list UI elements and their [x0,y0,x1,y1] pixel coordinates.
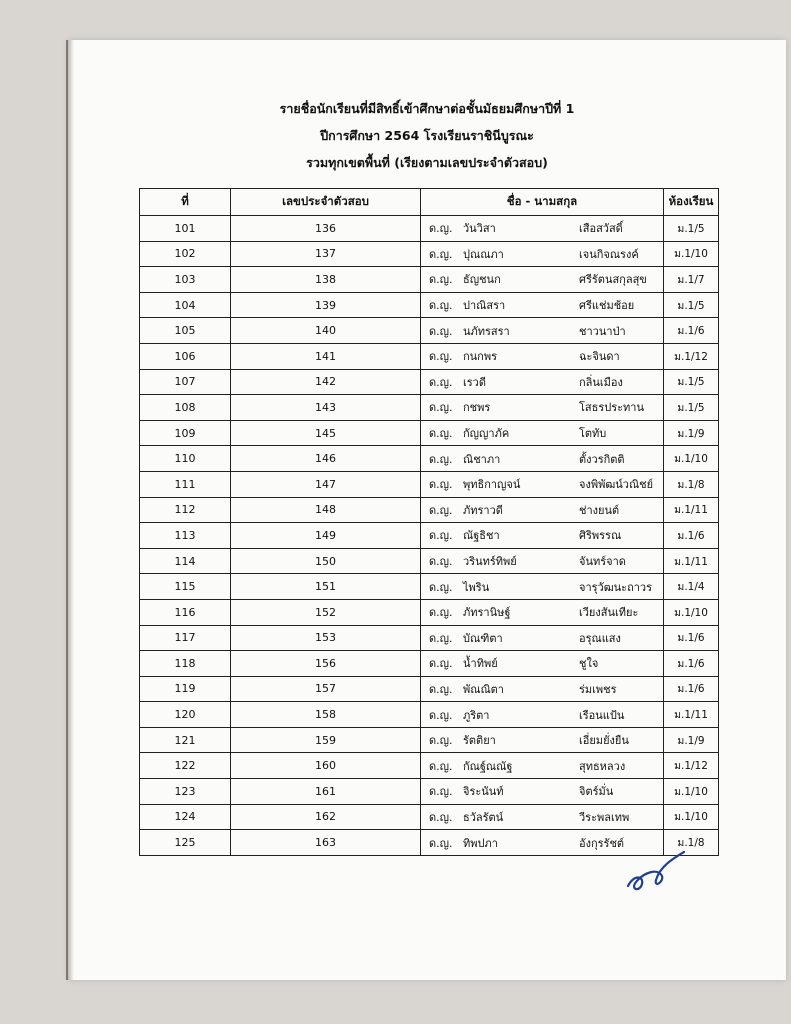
first-name: นภัทรสรา [463,324,510,338]
classroom: ม.1/7 [664,267,719,293]
name-title: ด.ญ. [429,401,453,415]
table-row [140,267,719,293]
first-name: ภูริตา [463,708,490,722]
first-name: วันวิสา [463,222,496,236]
first-name: ภัทรานิษฐ์ [463,606,511,620]
first-name: น้ำทิพย์ [463,657,498,671]
classroom: ม.1/6 [664,651,719,677]
classroom: ม.1/6 [664,625,719,651]
row-number: 118 [140,651,231,677]
table-row [140,241,719,267]
table-row [140,471,719,497]
exam-id: 145 [231,420,421,446]
last-name: ศรีรัตนสกุลสุข [579,273,647,287]
exam-id: 138 [231,267,421,293]
row-number: 117 [140,625,231,651]
classroom: ม.1/11 [664,548,719,574]
classroom: ม.1/5 [664,216,719,242]
student-name [421,676,664,702]
exam-id: 143 [231,395,421,421]
row-number: 108 [140,395,231,421]
classroom: ม.1/8 [664,830,719,856]
first-name: พุทธิกาญจน์ [463,478,521,492]
name-title: ด.ญ. [429,299,453,313]
name-title: ด.ญ. [429,222,453,236]
exam-id: 150 [231,548,421,574]
name-title: ด.ญ. [429,503,453,517]
name-title: ด.ญ. [429,324,453,338]
classroom: ม.1/5 [664,395,719,421]
student-name [421,420,664,446]
classroom: ม.1/9 [664,727,719,753]
last-name: จงพิพัฒน์วณิชย์ [579,478,654,492]
table-row [140,395,719,421]
student-name [421,369,664,395]
exam-id: 160 [231,753,421,779]
row-number: 105 [140,318,231,344]
first-name: ณิชาภา [463,452,501,466]
row-number: 107 [140,369,231,395]
table-row [140,548,719,574]
table-header-row [140,189,719,216]
last-name: เรือนแป้น [579,708,625,722]
column-header-exam-id: เลขประจำตัวสอบ [231,189,421,216]
table-row [140,369,719,395]
student-name [421,267,664,293]
name-title: ด.ญ. [429,247,453,261]
classroom: ม.1/10 [664,241,719,267]
row-number: 119 [140,676,231,702]
last-name: ร่มเพชร [579,682,617,696]
row-number: 111 [140,471,231,497]
row-number: 112 [140,497,231,523]
exam-id: 159 [231,727,421,753]
student-name [421,523,664,549]
first-name: ปาณิสรา [463,299,506,313]
first-name: เรวดี [463,375,486,389]
exam-id: 147 [231,471,421,497]
header-line-2: ปีการศึกษา 2564 โรงเรียนราชินีบูรณะ [320,128,534,143]
name-title: ด.ญ. [429,375,453,389]
header-line-1: รายชื่อนักเรียนที่มีสิทธิ์เข้าศึกษาต่อชั้นมัธยมศึกษาปีที่ 1 [279,101,575,116]
last-name: จิตร์มั่น [579,785,614,799]
table-row [140,599,719,625]
exam-id: 157 [231,676,421,702]
handwritten-signature [620,846,690,896]
row-number: 110 [140,446,231,472]
first-name: พัณณิตา [463,682,504,696]
table-row [140,727,719,753]
name-title: ด.ญ. [429,759,453,773]
row-number: 124 [140,804,231,830]
table-row [140,676,719,702]
last-name: ศิริพรรณ [579,529,622,543]
first-name: กัญญาภัค [463,427,510,441]
student-name [421,651,664,677]
table-row [140,625,719,651]
table-row [140,343,719,369]
last-name: กลิ่นเมือง [579,375,623,389]
classroom: ม.1/9 [664,420,719,446]
header-line-3: รวมทุกเขตพื้นที่ (เรียงตามเลขประจำตัวสอบ) [306,155,548,170]
row-number: 123 [140,779,231,805]
last-name: ช่างยนต์ [579,503,620,517]
classroom: ม.1/10 [664,599,719,625]
last-name: อรุณแสง [579,631,621,645]
last-name: สุทธหลวง [579,759,626,773]
table-row [140,651,719,677]
name-title: ด.ญ. [429,836,453,850]
first-name: ธัญชนก [463,273,501,287]
classroom: ม.1/10 [664,804,719,830]
classroom: ม.1/6 [664,523,719,549]
first-name: จิระนันท์ [463,785,504,799]
student-name [421,241,664,267]
first-name: ณัฐธิชา [463,529,500,543]
exam-id: 161 [231,779,421,805]
name-title: ด.ญ. [429,427,453,441]
row-number: 102 [140,241,231,267]
exam-id: 152 [231,599,421,625]
row-number: 120 [140,702,231,728]
table-row [140,292,719,318]
document-header [68,98,786,179]
name-title: ด.ญ. [429,478,453,492]
classroom: ม.1/5 [664,292,719,318]
last-name: เวียงสันเทียะ [579,606,639,620]
name-title: ด.ญ. [429,350,453,364]
row-number: 125 [140,830,231,856]
name-title: ด.ญ. [429,734,453,748]
student-name [421,727,664,753]
student-name [421,216,664,242]
last-name: ชาวนาป่า [579,324,626,338]
last-name: ชูใจ [579,657,599,671]
exam-id: 141 [231,343,421,369]
classroom: ม.1/10 [664,779,719,805]
last-name: ฉะจินดา [579,350,620,364]
last-name: อังกุรรัชต์ [579,836,625,850]
exam-id: 140 [231,318,421,344]
name-title: ด.ญ. [429,785,453,799]
name-title: ด.ญ. [429,682,453,696]
table-row [140,446,719,472]
student-name [421,779,664,805]
first-name: ปุณณภา [463,247,504,261]
last-name: โสธรประทาน [579,401,644,415]
row-number: 122 [140,753,231,779]
first-name: ทิพปภา [463,836,498,850]
table-row [140,702,719,728]
last-name: ศรีแช่มช้อย [579,299,635,313]
first-name: ภัทราวดี [463,503,503,517]
classroom: ม.1/11 [664,702,719,728]
classroom: ม.1/6 [664,676,719,702]
student-name [421,471,664,497]
column-header-name: ชื่อ - นามสกุล [421,189,664,216]
last-name: เอี่ยมยั่งยืน [579,734,629,748]
classroom: ม.1/10 [664,446,719,472]
classroom: ม.1/5 [664,369,719,395]
classroom: ม.1/6 [664,318,719,344]
student-name [421,395,664,421]
student-name [421,625,664,651]
first-name: ไพริน [463,580,490,594]
table-row [140,523,719,549]
name-title: ด.ญ. [429,810,453,824]
table-row [140,318,719,344]
student-name [421,753,664,779]
name-title: ด.ญ. [429,529,453,543]
row-number: 121 [140,727,231,753]
last-name: เจนกิจณรงค์ [579,247,639,261]
student-name [421,702,664,728]
table-row [140,420,719,446]
last-name: ตั้งวรกิตติ [579,452,625,466]
student-name [421,804,664,830]
row-number: 109 [140,420,231,446]
exam-id: 139 [231,292,421,318]
table-row [140,779,719,805]
last-name: วีระพลเทพ [579,810,630,824]
row-number: 113 [140,523,231,549]
row-number: 101 [140,216,231,242]
student-list-table [139,188,719,856]
row-number: 116 [140,599,231,625]
name-title: ด.ญ. [429,452,453,466]
table-row [140,574,719,600]
exam-id: 153 [231,625,421,651]
first-name: กชพร [463,401,491,415]
student-name [421,318,664,344]
exam-id: 137 [231,241,421,267]
table-row [140,216,719,242]
row-number: 114 [140,548,231,574]
student-name [421,292,664,318]
name-title: ด.ญ. [429,580,453,594]
first-name: ธวัลรัตน์ [463,810,504,824]
name-title: ด.ญ. [429,555,453,569]
first-name: วรินทร์ทิพย์ [463,555,517,569]
classroom: ม.1/12 [664,343,719,369]
exam-id: 149 [231,523,421,549]
column-header-room: ห้องเรียน [664,189,719,216]
exam-id: 156 [231,651,421,677]
student-name [421,599,664,625]
exam-id: 162 [231,804,421,830]
classroom: ม.1/12 [664,753,719,779]
page-edge-shadow [68,40,74,980]
name-title: ด.ญ. [429,606,453,620]
last-name: โตทับ [579,427,607,441]
student-name [421,574,664,600]
classroom: ม.1/8 [664,471,719,497]
first-name: กนกพร [463,350,497,364]
exam-id: 146 [231,446,421,472]
exam-id: 163 [231,830,421,856]
last-name: จันทร์จาด [579,555,626,569]
row-number: 115 [140,574,231,600]
student-name [421,548,664,574]
classroom: ม.1/11 [664,497,719,523]
first-name: รัตติยา [463,734,496,748]
name-title: ด.ญ. [429,631,453,645]
name-title: ด.ญ. [429,657,453,671]
last-name: จารุวัฒนะถาวร [579,580,652,594]
exam-id: 158 [231,702,421,728]
exam-id: 142 [231,369,421,395]
exam-id: 136 [231,216,421,242]
table-row [140,804,719,830]
classroom: ม.1/4 [664,574,719,600]
row-number: 106 [140,343,231,369]
student-name [421,446,664,472]
first-name: บัณฑิตา [463,631,503,645]
exam-id: 148 [231,497,421,523]
first-name: กัณฐ์ณณัฐ [463,759,513,773]
table-row [140,753,719,779]
row-number: 104 [140,292,231,318]
exam-id: 151 [231,574,421,600]
row-number: 103 [140,267,231,293]
name-title: ด.ญ. [429,708,453,722]
last-name: เสือสวัสดิ์ [579,222,623,236]
column-header-no: ที่ [140,189,231,216]
name-title: ด.ญ. [429,273,453,287]
table-row [140,497,719,523]
document-page [68,40,786,980]
student-name [421,343,664,369]
student-name [421,497,664,523]
